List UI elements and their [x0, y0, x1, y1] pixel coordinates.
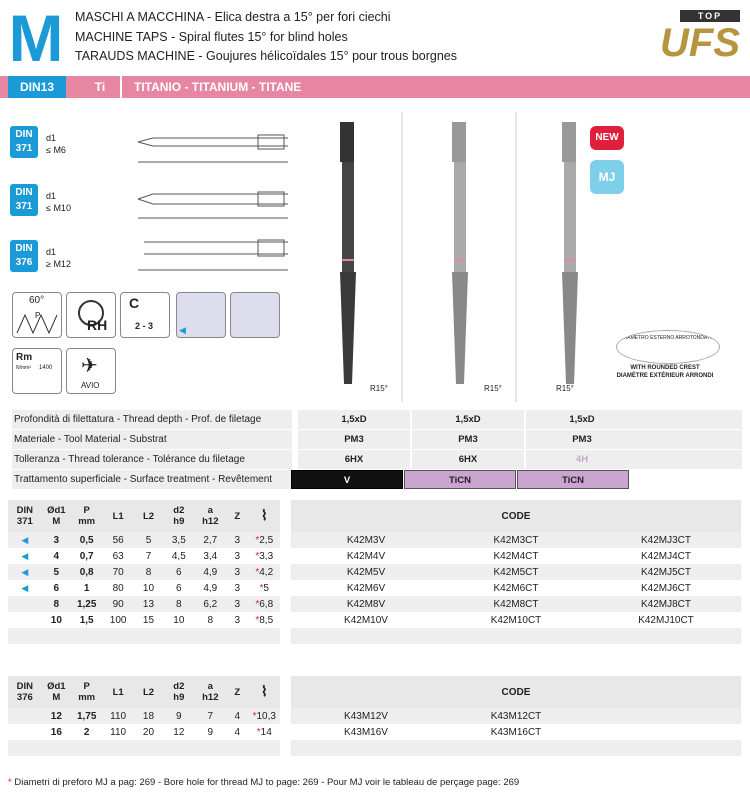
- table-row: ◀ 6 1 80 10 6 4,9 3 *5: [21, 582, 269, 594]
- dimensions-table-376: DIN 376 Ød1 M P mm L1 L2 d2 h9 a h12 Z ⌇ 12 1,75 110 18 9 7 4 *10,3 16 2 110 20 12 9 4 *14: [8, 676, 280, 772]
- col-l2: L2: [134, 500, 163, 532]
- col-a: a h12: [195, 500, 226, 532]
- table-row: ◀ 3 0,5 56 5 3,5 2,7 3 *2,5: [8, 532, 280, 548]
- logo-main-text: UFS: [660, 21, 740, 65]
- logo-top-text: TOP: [680, 10, 740, 22]
- ti-label: Ti: [80, 76, 122, 98]
- table-row: 16 2 110 20 12 9 4 *14: [50, 726, 272, 738]
- chamfer-icon: C 2 - 3: [120, 292, 170, 338]
- table-row: K42M10V K42M10CT K42MJ10CT: [344, 614, 694, 626]
- prop-row-coating: Trattamento superficiale - Surface treatment - Revêtement V TiCN TiCN: [8, 470, 742, 490]
- codes-table-371: [291, 500, 741, 660]
- codes-table-376: CODE K43M12V K43M12CT K43M16V K43M16CT: [291, 676, 741, 772]
- rounded-crest-icon: DIAMETRO ESTERNO ARROTONDATO: [616, 330, 720, 364]
- material-label: TITANIO - TITANIUM - TITANE: [134, 80, 302, 94]
- r15-label-3: R15°: [556, 384, 574, 393]
- flute-icon: [230, 292, 280, 338]
- din-badge-371-m10: DIN 371: [10, 184, 38, 216]
- table-row: K42M3V K42M3CT K42MJ3CT: [291, 532, 741, 548]
- tap-drawings: [108, 112, 308, 282]
- col-p: P mm: [71, 500, 102, 532]
- right-hand-icon: RH: [66, 292, 116, 338]
- dimensions-table-371: [8, 500, 280, 660]
- col-din: DIN 371: [8, 500, 42, 532]
- thread-angle-icon: 60° P: [12, 292, 62, 338]
- table-row: K43M12V K43M12CT: [291, 708, 741, 724]
- col-z: Z: [226, 500, 248, 532]
- table-row: K42M6V K42M6CT K42MJ6CT: [346, 582, 691, 594]
- table-row: ◀ 4 0,7 63 7 4,5 3,4 3 *3,3: [21, 550, 274, 562]
- table-row: K42M8V K42M8CT K42MJ8CT: [291, 596, 741, 612]
- section-letter: M: [8, 1, 64, 75]
- title-en: MACHINE TAPS - Spiral flutes 15° for blind holes: [75, 30, 348, 44]
- table-row: K42M5V K42M5CT K42MJ5CT: [291, 564, 741, 580]
- col-drill-icon: ⌇: [249, 500, 281, 532]
- table-row: ◀ 5 0,8 70 8 6 4,9 3 *4,2: [8, 564, 280, 580]
- table-row: K43M16V K43M16CT: [344, 726, 542, 738]
- code-header-1: CODE: [291, 500, 741, 532]
- din-badge-371-m6: DIN 371: [10, 126, 38, 158]
- din13-badge: DIN13: [8, 76, 66, 98]
- prop-row-tolerance: Tolleranza - Thread tolerance - Tolérance du filetage 6HX 6HX 4H: [8, 450, 742, 470]
- col-d2: d2 h9: [163, 500, 194, 532]
- ufs-logo: [656, 10, 742, 68]
- din-cond-3: d1 ≥ M12: [46, 247, 71, 269]
- prop-row-material: Materiale - Tool Material - Substrat PM3 PM3 PM3: [8, 430, 742, 450]
- title-fr: TARAUDS MACHINE - Goujures hélicoïdales 15° pour trous borgnes: [75, 49, 458, 63]
- r15-label-2: R15°: [484, 384, 502, 393]
- prop-row-depth: Profondità di filettatura - Thread depth - Prof. de filetage 1,5xD 1,5xD 1,5xD: [8, 410, 742, 430]
- footnote: * Diametri di preforo MJ a pag: 269 - Bore hole for thread MJ to page: 269 - Pour MJ voir le tableau de perçage page: 269: [8, 777, 520, 788]
- table-row: K42M4V K42M4CT K42MJ4CT: [346, 550, 691, 562]
- new-badge: NEW: [590, 126, 624, 150]
- r15-label-1: R15°: [370, 384, 388, 393]
- mj-badge: MJ: [590, 160, 624, 194]
- din-cond-1: d1 ≤ M6: [46, 133, 66, 155]
- table-row: 12 1,75 110 18 9 7 4 *10,3: [8, 708, 280, 724]
- blind-hole-icon: ◀: [176, 292, 226, 338]
- table-row: 10 1,5 100 15 10 8 3 *8,5: [50, 614, 274, 626]
- col-d1: Ød1 M: [42, 500, 71, 532]
- din-cond-2: d1 ≤ M10: [46, 191, 71, 213]
- crest-caption: WITH ROUNDED CREST DIAMÈTRE EXTÉRIEUR ARRONDI: [616, 365, 714, 379]
- table-row: 8 1,25 90 13 8 6,2 3 *6,8: [8, 596, 280, 612]
- rm-icon: Rm N/mm² 1400: [12, 348, 62, 394]
- title-it: MASCHI A MACCHINA - Elica destra a 15° per fori ciechi: [75, 10, 391, 24]
- tap-images: [290, 112, 630, 402]
- col-l1: L1: [102, 500, 133, 532]
- avio-icon: ✈ AVIO: [66, 348, 116, 394]
- din-badge-376-m12: DIN 376: [10, 240, 38, 272]
